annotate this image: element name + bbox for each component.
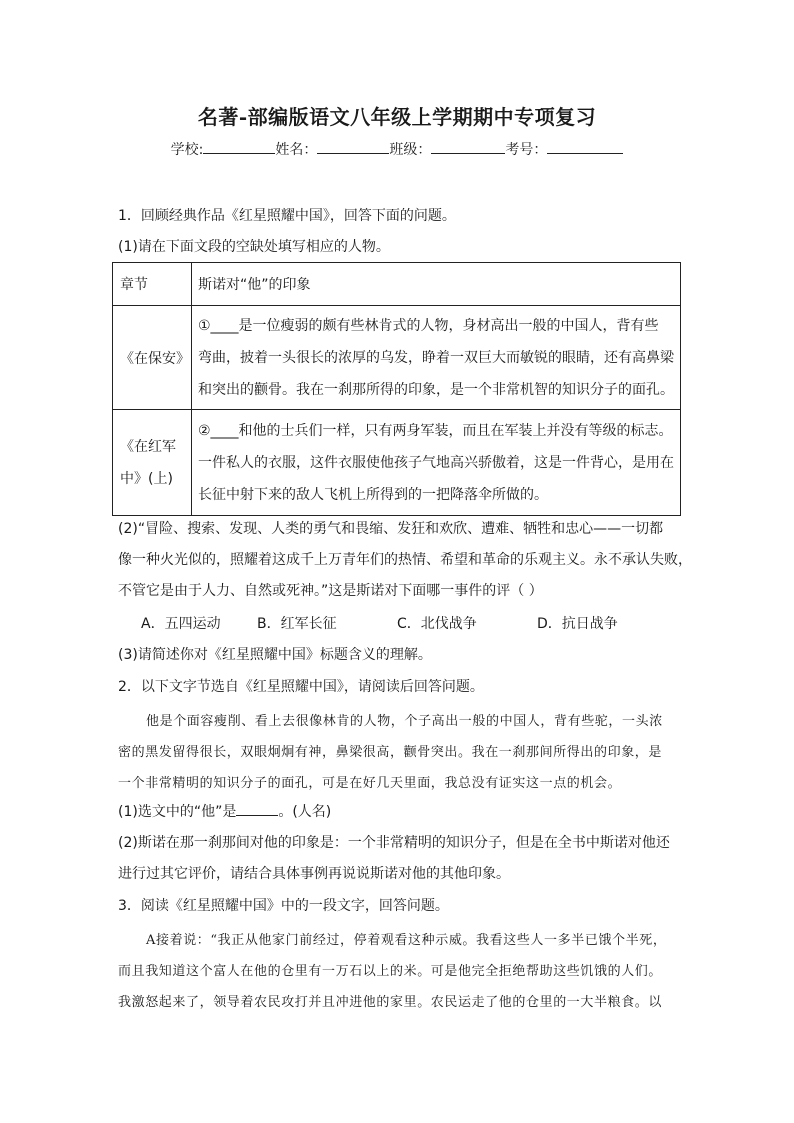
choice-b[interactable]: B．红军长征	[257, 616, 337, 632]
q2-sub2-line: 进行过其它评价，请结合具体事例再说说斯诺对他的其他印象。	[118, 866, 510, 882]
impression-table	[112, 262, 681, 516]
q3-excerpt-line: A接着说：“我正从他家门前经过，停着观看这种示威。我看这些人一多半已饿个半死，	[146, 933, 667, 948]
q3-excerpt-line: 而且我知道这个富人在他的仓里有一万石以上的米。可是他完全拒绝帮助这些饥饿的人们。	[118, 964, 663, 979]
table-row	[113, 306, 681, 410]
q2-sub2-line: (2)斯诺在那一刹那间对他的印象是：一个非常精明的知识分子，但是在全书中斯诺对他还	[118, 835, 670, 851]
table-head-impression: 斯诺对“他”的印象	[192, 263, 681, 306]
q2-excerpt-line: 一个非常精明的知识分子的面孔，可是在好几天里面，我总没有证实这一点的机会。	[118, 776, 622, 791]
q1-sub2-line: 像一种火光似的，照耀着这成千上万青年们的热情、希望和革命的乐观主义。永不承认失败，	[118, 552, 692, 568]
table-cell-chapter: 《在保安》	[113, 306, 192, 410]
page-title: 名著-部编版语文八年级上学期期中专项复习	[197, 105, 597, 129]
q2-sub1	[118, 801, 331, 822]
q1-sub2-line: (2)“冒险、搜索、发现、人类的勇气和畏缩、发狂和欢欣、遭难、牺牲和忠心——一切都	[118, 521, 664, 537]
q1-sub3: (3)请简述你对《红星照耀中国》标题含义的理解。	[118, 647, 432, 663]
cell-line: 《在红军	[120, 438, 176, 455]
choice-d[interactable]: D．抗日战争	[537, 616, 618, 632]
cell-line: 一件私人的衣服，这件衣服使他孩子气地高兴骄傲着，这是一件背心，是用在	[198, 454, 674, 471]
name-blank[interactable]	[317, 139, 389, 154]
cell-line: 和突出的颧骨。我在一刹那所得的印象，是一个非常机智的知识分子的面孔。	[198, 381, 674, 398]
school-blank[interactable]	[203, 139, 275, 154]
table-head-chapter: 章节	[113, 263, 192, 306]
q2-sub1-suffix: 。(人名)	[278, 804, 332, 820]
table-cell-impression	[192, 306, 681, 410]
number-blank[interactable]	[547, 139, 623, 154]
choice-c[interactable]: C．北伐战争	[397, 616, 477, 632]
cell-line: ①____是一位瘦弱的颇有些林肯式的人物，身材高出一般的中国人，背有些	[198, 317, 659, 334]
q1-sub2-line: 不管它是由于人力、自然或死神。”这是斯诺对下面哪一事件的评（ ）	[118, 583, 543, 599]
cell-line: 长征中射下来的敌人飞机上所得到的一把降落伞所做的。	[198, 486, 548, 503]
q3-excerpt-line: 我激怒起来了，领导着农民攻打并且冲进他的家里。农民运走了他的仓里的一大半粮食。以	[118, 995, 663, 1010]
table-header-row	[113, 263, 681, 306]
answer-blank[interactable]	[236, 801, 278, 816]
q1-choices	[141, 613, 618, 633]
q2-stem: 2．以下文字节选自《红星照耀中国》，请阅读后回答问题。	[118, 679, 484, 695]
class-label: 班级：	[389, 142, 432, 158]
q3-stem: 3．阅读《红星照耀中国》中的一段文字，回答问题。	[118, 898, 449, 914]
choice-a[interactable]: A．五四运动	[141, 616, 221, 632]
q2-excerpt-line: 他是个面容瘦削、看上去很像林肯的人物，个子高出一般的中国人，背有些驼，一头浓	[146, 714, 663, 729]
table-cell-impression	[192, 410, 681, 516]
q2-excerpt-line: 密的黑发留得很长，双眼炯炯有神，鼻梁很高，颧骨突出。我在一刹那间所得出的印象，是	[118, 745, 663, 760]
q1-stem: 1．回顾经典作品《红星照耀中国》，回答下面的问题。	[118, 208, 456, 224]
cell-line: 中》(上)	[120, 470, 173, 487]
cell-line: ②____和他的士兵们一样，只有两身军装，而且在军装上并没有等级的标志。	[198, 422, 673, 439]
name-label: 姓名：	[275, 142, 318, 158]
student-info-line	[0, 139, 794, 159]
q2-sub1-prefix: (1)选文中的“他”是	[118, 804, 237, 820]
cell-line: 弯曲，披着一头很长的浓厚的乌发，睁着一双巨大而敏锐的眼睛，还有高鼻梁	[198, 349, 674, 366]
q1-sub1: (1)请在下面文段的空缺处填写相应的人物。	[118, 239, 390, 255]
table-cell-chapter	[113, 410, 192, 516]
class-blank[interactable]	[431, 139, 505, 154]
table-row	[113, 410, 681, 516]
school-label: 学校:	[170, 142, 204, 158]
number-label: 考号：	[505, 142, 548, 158]
